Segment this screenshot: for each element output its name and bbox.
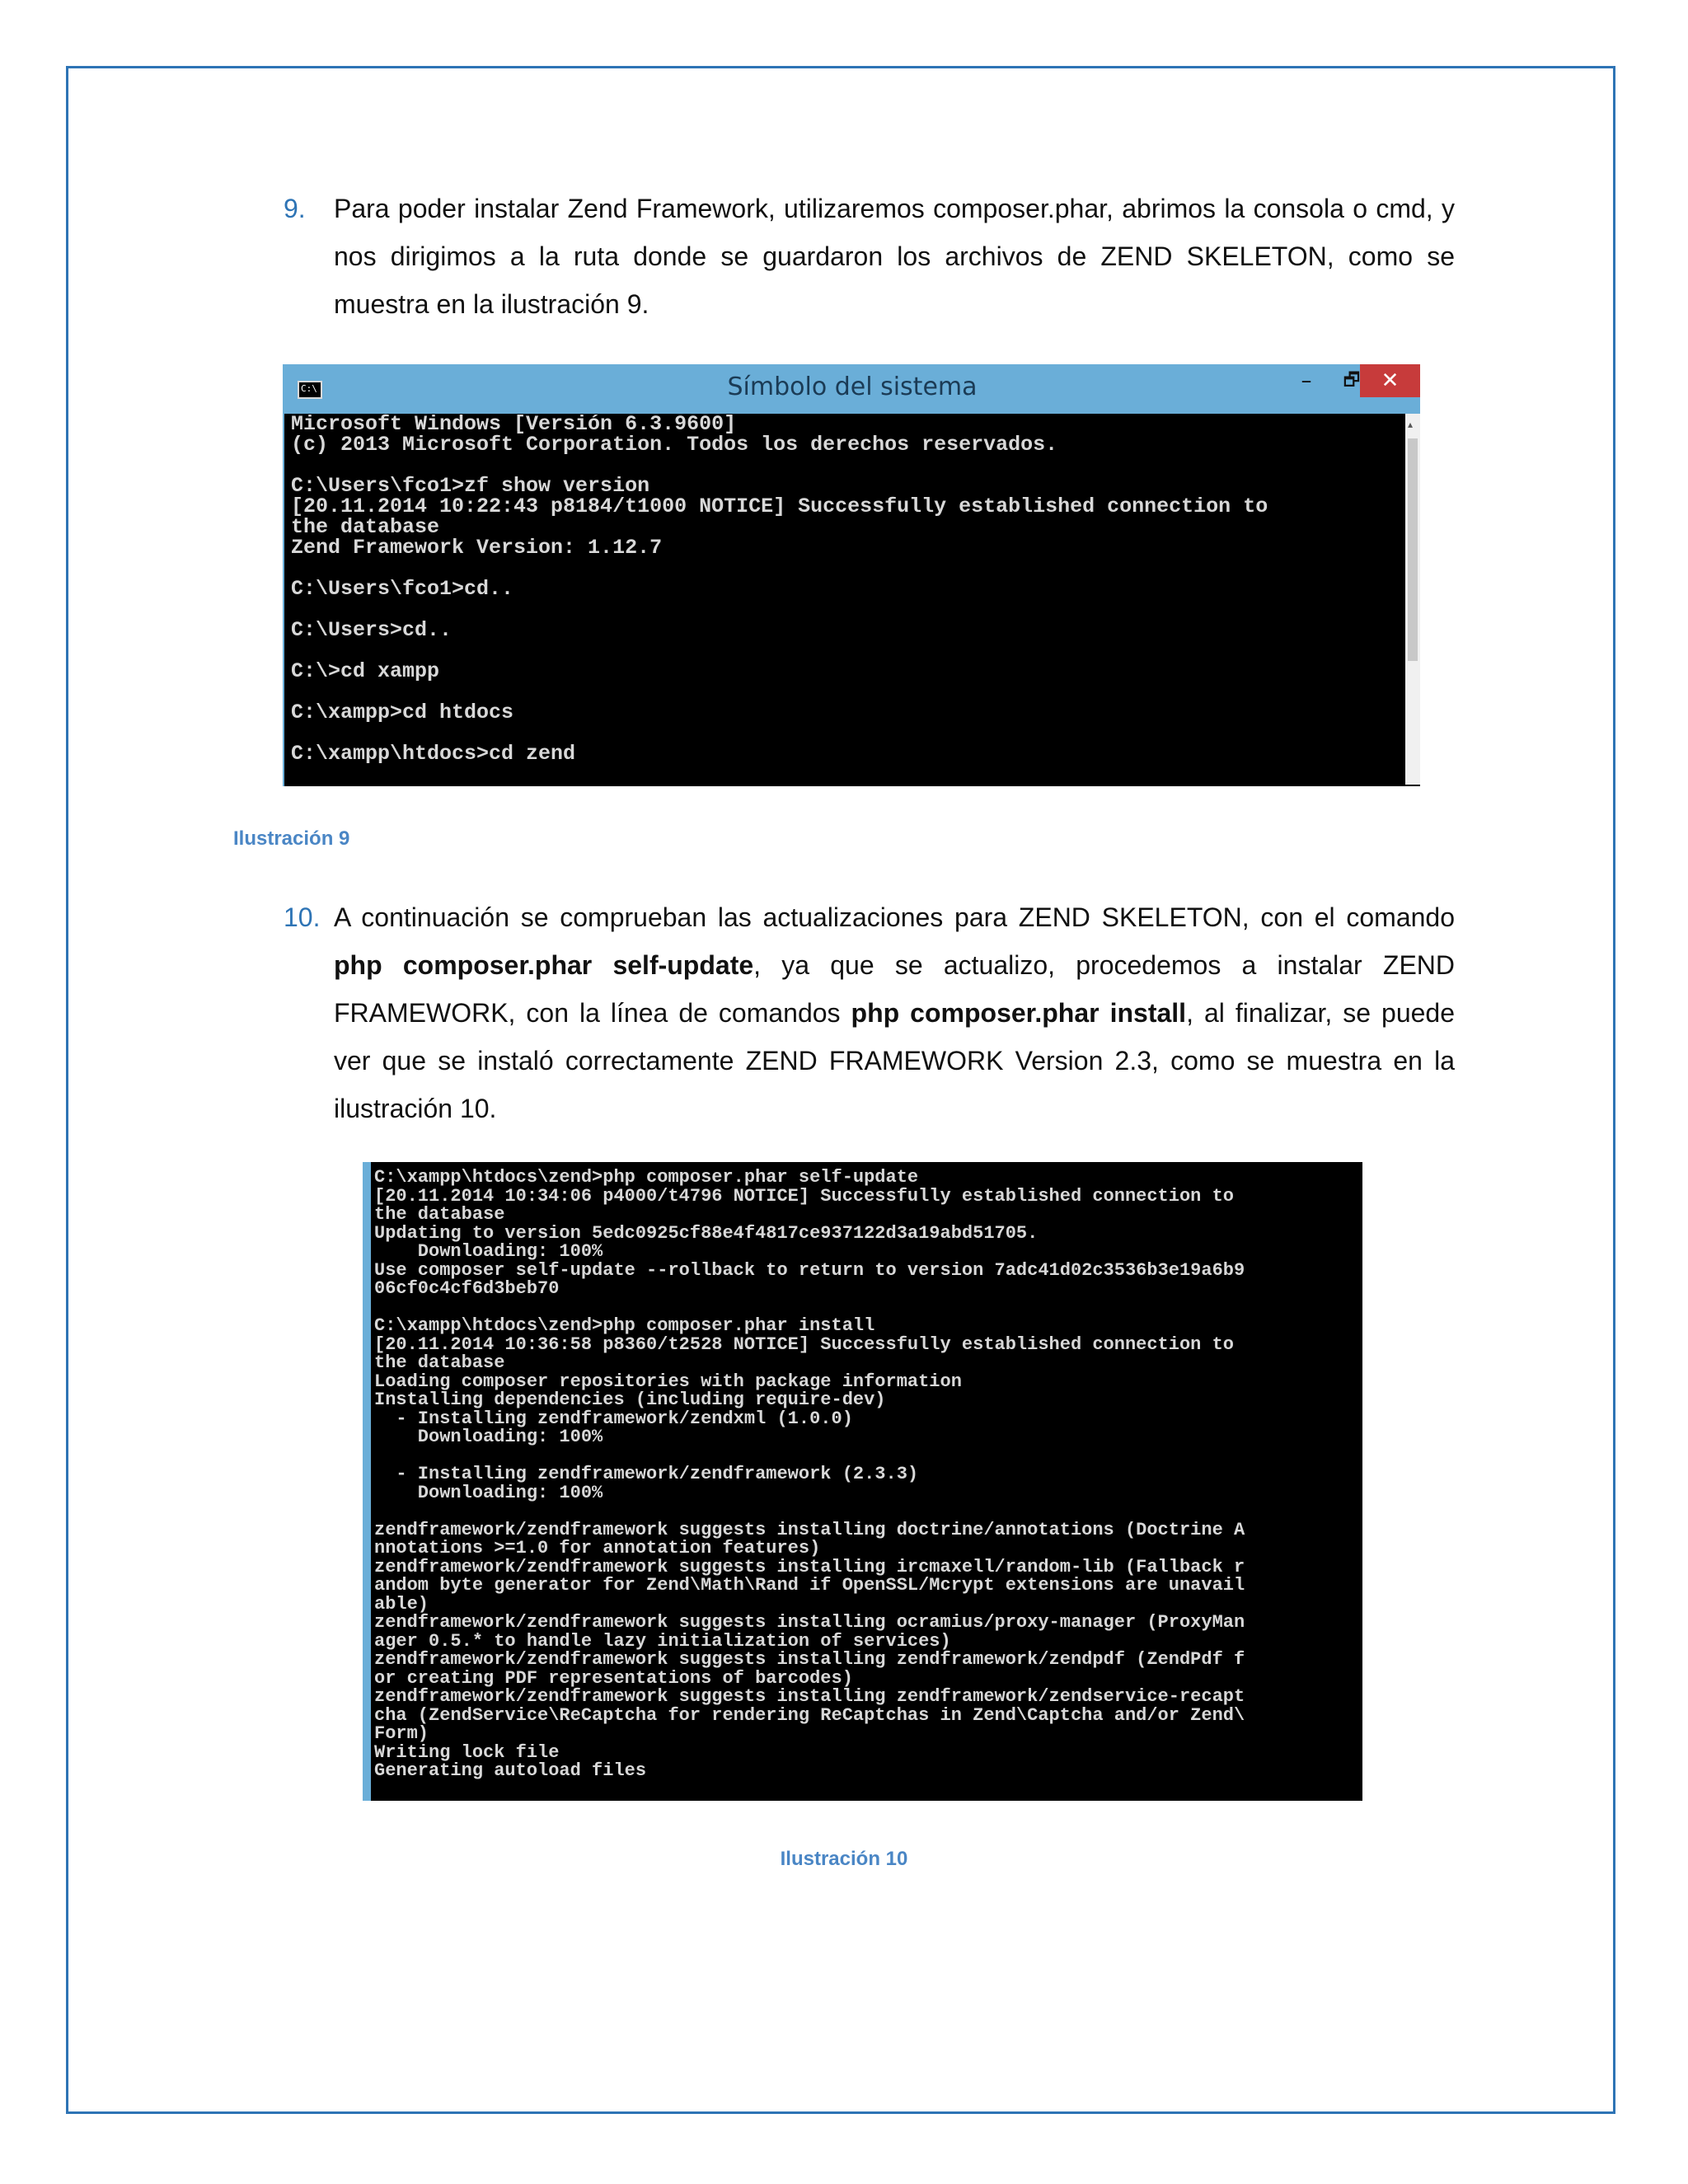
text-segment: , ya que se actualizo, procedemos a instalar ZEND FRAMEWORK, con la línea de comandos (334, 950, 1456, 1028)
list-text: Para poder instalar Zend Framework, utilizaremos composer.phar, abrimos la consola o cmd, y nos dirigimos a la ruta donde se guardaron los archivos de ZEND SKELETON, como se muestra en la ilustración 9. (334, 194, 1455, 319)
list-number: 10. (284, 902, 321, 932)
list-number: 9. (284, 194, 306, 223)
text-segment: , al finalizar, se puede ver que se instaló correctamente ZEND FRAMEWORK Version 2.3, como se muestra en la ilustración 10. (334, 998, 1456, 1123)
figure-caption-9: Ilustración 9 (233, 827, 350, 850)
list-item-9 (284, 185, 1455, 328)
list-item-10 (284, 893, 1455, 1132)
command-text: php composer.phar install (851, 998, 1187, 1028)
scroll-thumb (1408, 438, 1418, 661)
console-screenshot-10 (363, 1162, 1362, 1801)
console-title-bar (284, 364, 1420, 414)
text-segment: A continuación se comprueban las actualizaciones para ZEND SKELETON, con el comando (334, 902, 1455, 932)
command-text: php composer.phar self-update (334, 950, 754, 980)
console-screenshot-9 (283, 364, 1420, 786)
window-title: Símbolo del sistema (727, 373, 978, 401)
minimize-icon: – (1301, 368, 1312, 393)
console-output: Microsoft Windows [Versión 6.3.9600] (c) 2013 Microsoft Corporation. Todos los derechos reservados. C:\Users\fco1>zf show version [20.11.2014 10:22:43 p8184/t1000 NOTICE] Successfully established connection to the database Zend Framework Version: 1.12.7 C:\Users\fco1>cd.. C:\Users>cd.. C:\>cd xampp C:\xampp>cd htdocs C:\xampp\htdocs>cd zend (291, 414, 1268, 766)
scroll-up-icon: ▴ (1408, 419, 1414, 430)
console-output: C:\xampp\htdocs\zend>php composer.phar self-update [20.11.2014 10:34:06 p4000/t4796 NOTICE] Successfully established connection to the database Updating to version 5edc0925cf88e4f4817ce937122d3a19abd51705. Downloading: 100% Use composer self-update --rollback to return to version 7adc41d02c3536b3e19a6b9 06cf0c4cf6d3beb70 C:\xampp\htdocs\zend>php composer.phar install [20.11.2014 10:36:58 p8360/t2528 NOTICE] Successfully established connection to the database Loading composer repositories with package information Installing dependencies (including require-dev) - Installing zendframework/zendxml (1.0.0) Downloading: 100% - Installing zendframework/zendframework (2.3.3) Downloading: 100% zendframework/zendframework suggests installing doctrine/annotations (Doctrine A nnotations >=1.0 for annotation features) zendframework/zendframework suggests installing ircmaxell/random-lib (Fallback r andom byte generator for Zend\Math\Rand if OpenSSL/Mcrypt extensions are unavail able) zendframework/zendframework suggests installing ocramius/proxy-manager (ProxyMan ager 0.5.* to handle lazy initialization of services) zendframework/zendframework suggests installing zendframework/zendpdf (ZendPdf f or creating PDF representations of barcodes) zendframework/zendframework suggests installing zendframework/zendservice-recapt cha (ZendService\ReCaptcha for rendering ReCaptchas in Zend\Captcha and/or Zend\ Form) Writing lock file Generating autoload files (374, 1169, 1245, 1781)
close-icon: ✕ (1360, 364, 1420, 397)
maximize-icon: 🗗 (1343, 370, 1361, 391)
figure-caption-10: Ilustración 10 (780, 1848, 908, 1870)
cmd-icon: C:\ (298, 381, 322, 399)
scrollbar (1405, 414, 1420, 785)
list-text (334, 893, 1455, 1132)
